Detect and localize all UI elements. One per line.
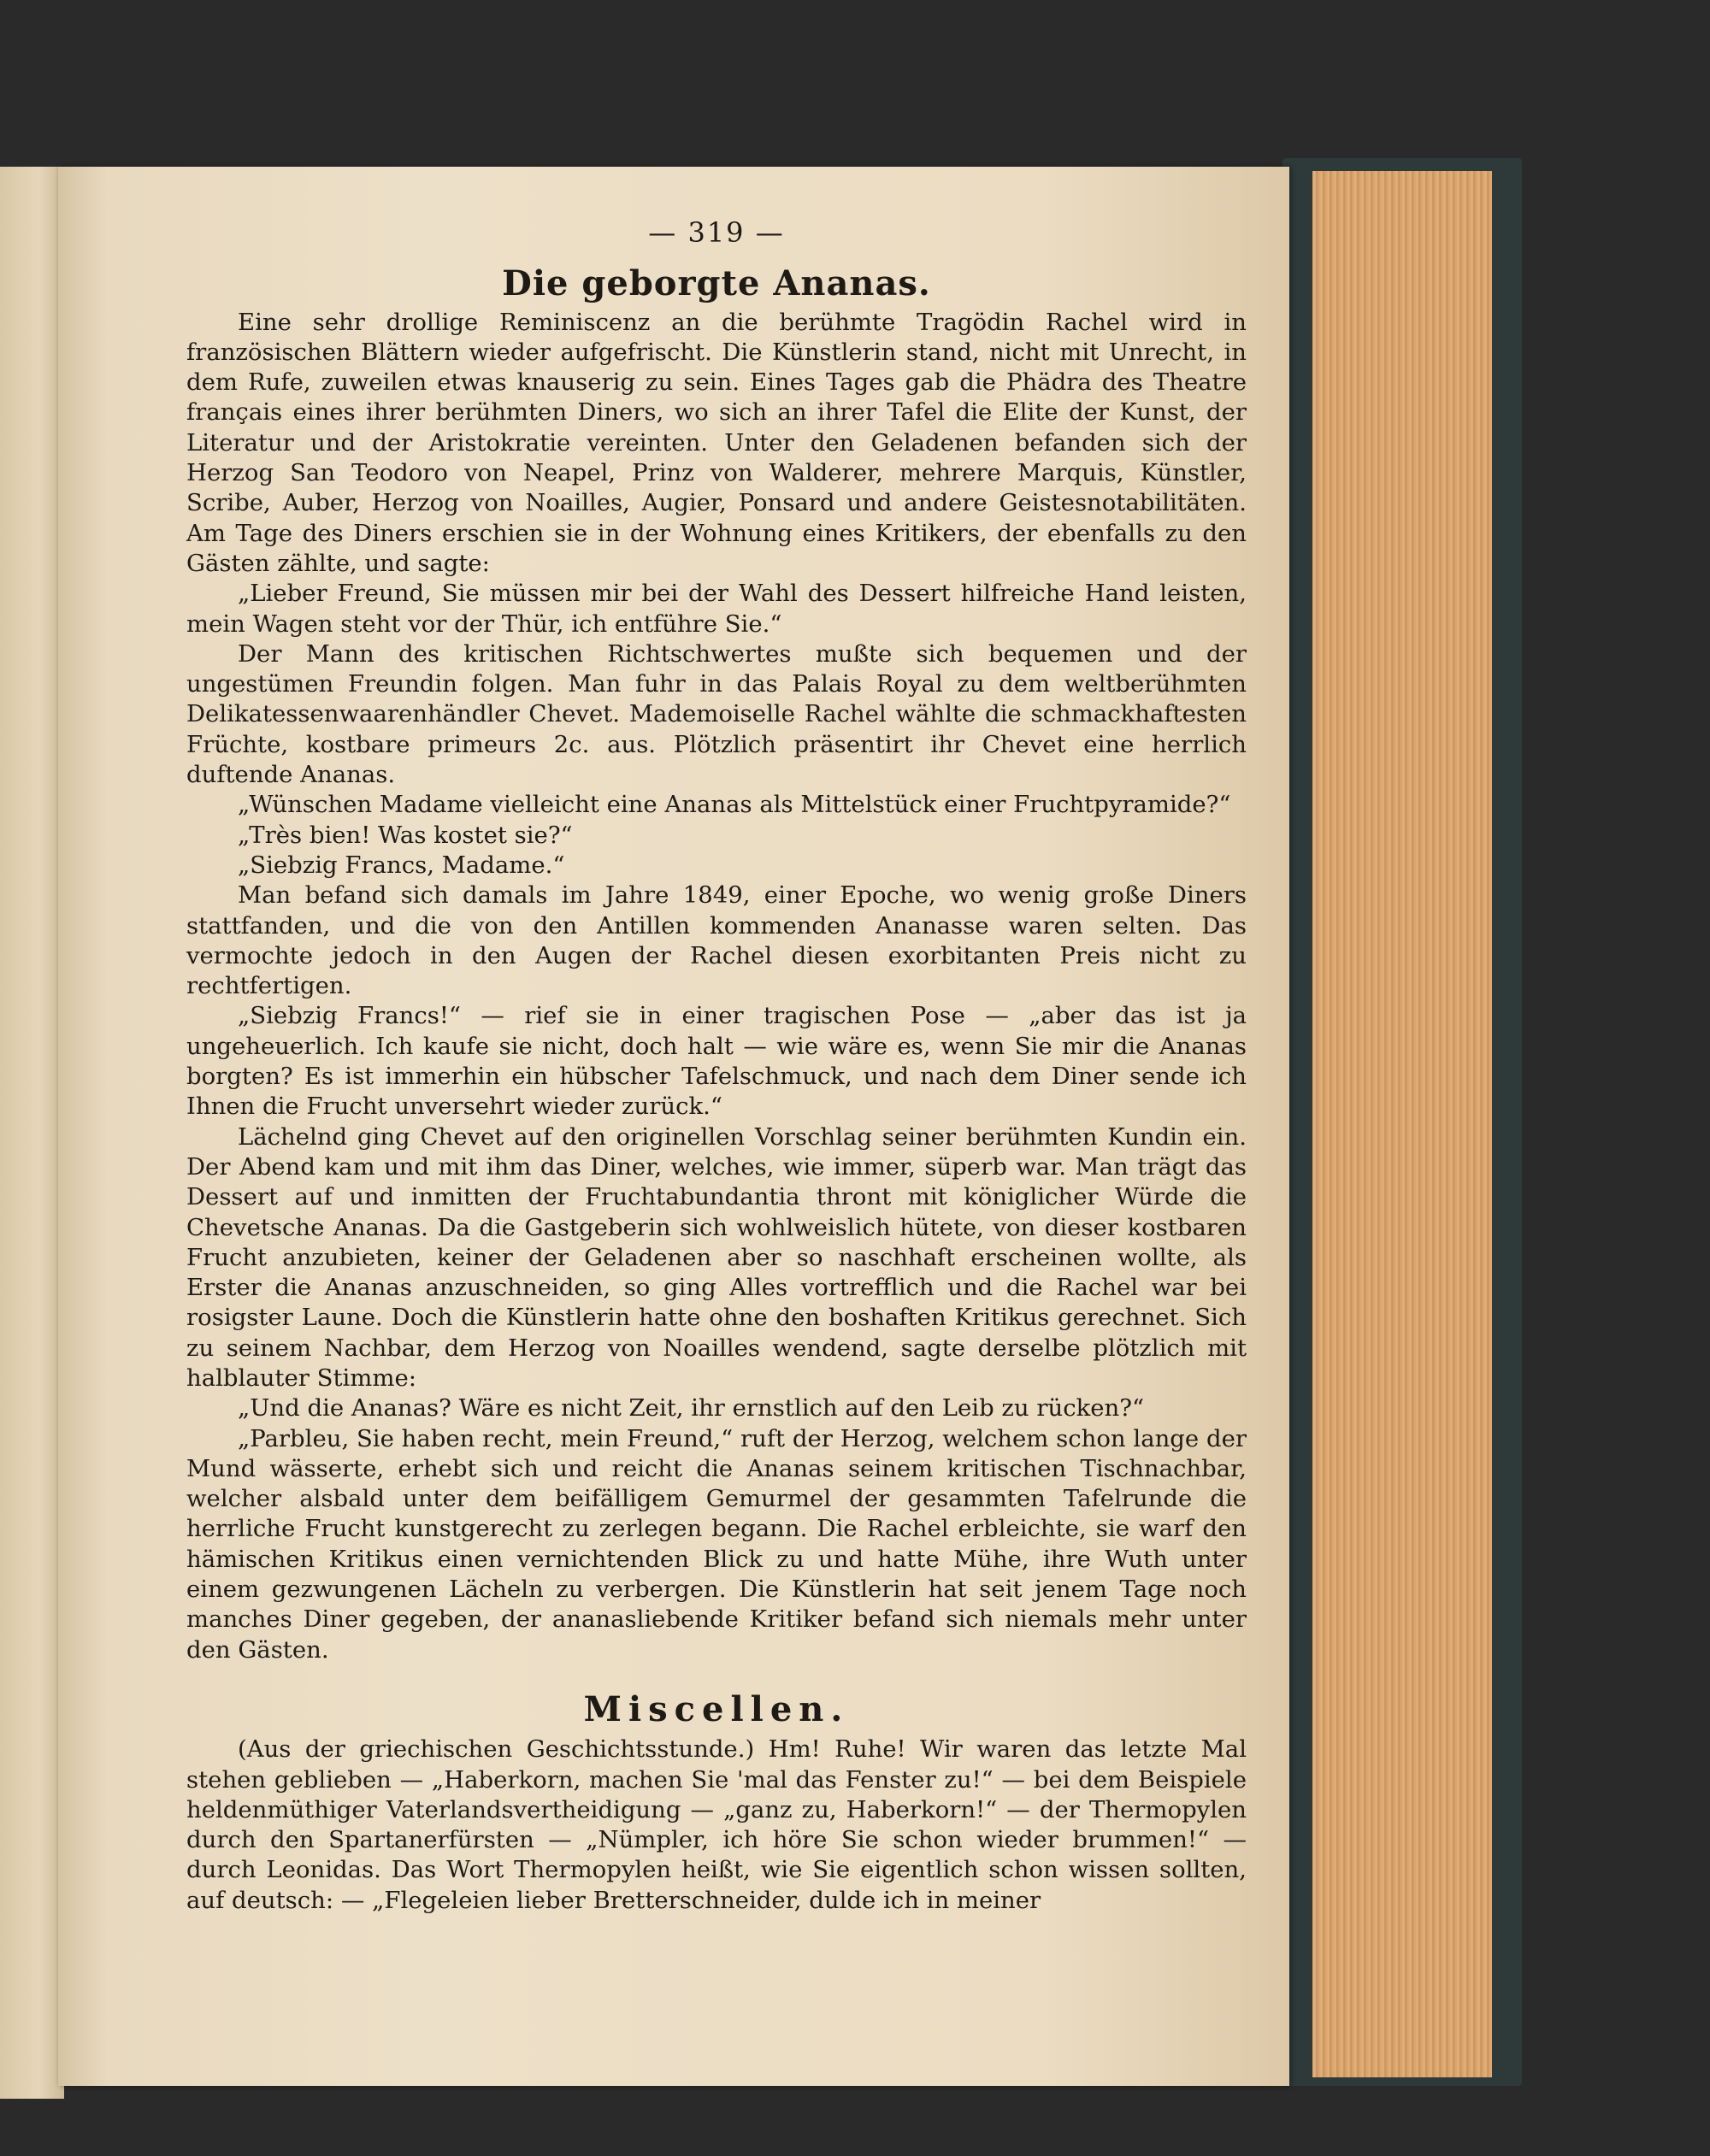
article-paragraph: Lächelnd ging Chevet auf den originellen Vorschlag seiner berühmten Kundin ein. Der Abend kam und mit ihm das Diner, welches, wie immer, süperb war. Man trägt das Dessert auf und inmitten der Fruchtabundantia thront mit königlicher Würde die Chevetsche Ananas. Da die Gastgeberin sich wohlweislich hütete, von dieser kostbaren Frucht anzubieten, keiner der Geladenen aber so naschhaft erscheinen wollte, als Erster die Ananas anzuschneiden, so ging Alles vortrefflich und die Rachel war bei rosigster Laune. Doch die Künstlerin hatte ohne den boshaften Kritikus gerechnet. Sich zu seinem Nachbar, dem Herzog von Noailles wendend, sagte derselbe plötzlich mit halblauter Stimme: xyxy=(186,1122,1247,1392)
article-paragraph: Der Mann des kritischen Richtschwertes mußte sich bequemen und der ungestümen Freundin folgen. Man fuhr in das Palais Royal zu dem weltberühmten Delikatessenwaarenhändler Chevet. Mademoiselle Rachel wählte die schmackhaftesten Früchte, kostbare primeurs 2c. aus. Plötzlich präsentirt ihr Chevet eine herrlich duftende Ananas. xyxy=(186,639,1247,789)
page-block-edge xyxy=(1312,171,1492,2077)
article-paragraph: „Très bien! Was kostet sie?“ xyxy=(238,821,573,849)
page-content xyxy=(186,218,1247,1916)
article-title: Die geborgte Ananas. xyxy=(502,263,931,304)
miscellaneous-body xyxy=(186,1735,1247,1916)
left-page-edge xyxy=(0,167,64,2099)
article-paragraph: „Lieber Freund, Sie müssen mir bei der Wahl des Dessert hilfreiche Hand leisten, mein Wagen steht vor der Thür, ich entführe Sie.“ xyxy=(186,580,1247,638)
miscellaneous-title: Miscellen. xyxy=(583,1688,850,1729)
article-paragraph: „Wünschen Madame vielleicht eine Ananas als Mittelstück einer Fruchtpyramide?“ xyxy=(238,791,1231,819)
article-paragraph: Eine sehr drollige Reminiscenz an die berühmte Tragödin Rachel wird in französischen Blättern wieder aufgefrischt. Die Künstlerin stand, nicht mit Unrecht, in dem Rufe, zuweilen etwas knauserig zu sein. Eines Tages gab die Phädra des Theatre français eines ihrer berühmten Diners, wo sich an ihrer Tafel die Elite der Kunst, der Literatur und der Aristokratie vereinten. Unter den Geladenen befanden sich der Herzog San Teodoro von Neapel, Prinz von Walderer, mehrere Marquis, Künstler, Scribe, Auber, Herzog von Noailles, Augier, Ponsard und andere Geistesnotabilitäten. Am Tage des Diners erschien sie in der Wohnung eines Kritikers, der ebenfalls zu den Gästen zählte, und sagte: xyxy=(186,308,1247,577)
page-number: — 319 — xyxy=(648,216,785,249)
article-paragraph: „Parbleu, Sie haben recht, mein Freund,“ ruft der Herzog, welchem schon lange der Mund wässerte, erhebt sich und reicht die Ananas seinem kritischen Tischnachbar, welcher alsbald unter dem beifälligem Gemurmel der gesammten Tafelrunde die herrliche Frucht kunstgerecht zu zerlegen begann. Die Rachel erbleichte, sie warf den hämischen Kritikus einen vernichtenden Blick zu und hatte Mühe, ihre Wuth unter einem gezwungenen Lächeln zu verbergen. Die Künstlerin hat seit jenem Tage noch manches Diner gegeben, der ananasliebende Kritiker befand sich niemals mehr unter den Gästen. xyxy=(186,1424,1247,1664)
article-paragraph: „Und die Ananas? Wäre es nicht Zeit, ihr ernstlich auf den Leib zu rücken?“ xyxy=(238,1394,1145,1423)
book-page xyxy=(58,167,1289,2086)
article-paragraph: „Siebzig Francs!“ — rief sie in einer tragischen Pose — „aber das ist ja ungeheuerlich. Ich kaufe sie nicht, doch halt — wie wäre es, wenn Sie mir die Ananas borgten? Es ist immerhin ein hübscher Tafelschmuck, und nach dem Diner sende ich Ihnen die Frucht unversehrt wieder zurück.“ xyxy=(186,1002,1247,1121)
article-paragraph: „Siebzig Francs, Madame.“ xyxy=(238,851,565,879)
article-body xyxy=(186,308,1247,1665)
miscellaneous-paragraph: (Aus der griechischen Geschichtsstunde.) Hm! Ruhe! Wir waren das letzte Mal stehen geblieben — „Haberkorn, machen Sie 'mal das Fenster zu!“ — bei dem Beispiele heldenmüthiger Vaterlandsvertheidigung — „ganz zu, Haberkorn!“ — der Thermopylen durch den Spartanerfürsten — „Nümpler, ich höre Sie schon wieder brummen!“ — durch Leonidas. Das Wort Thermopylen heißt, wie Sie eigentlich schon wissen sollten, auf deutsch: — „Flegeleien lieber Bretterschneider, dulde ich in meiner xyxy=(186,1735,1247,1914)
article-paragraph: Man befand sich damals im Jahre 1849, einer Epoche, wo wenig große Diners stattfanden, und die von den Antillen kommenden Ananasse waren selten. Das vermochte jedoch in den Augen der Rachel diesen exorbitanten Preis nicht zu rechtfertigen. xyxy=(186,881,1247,1000)
